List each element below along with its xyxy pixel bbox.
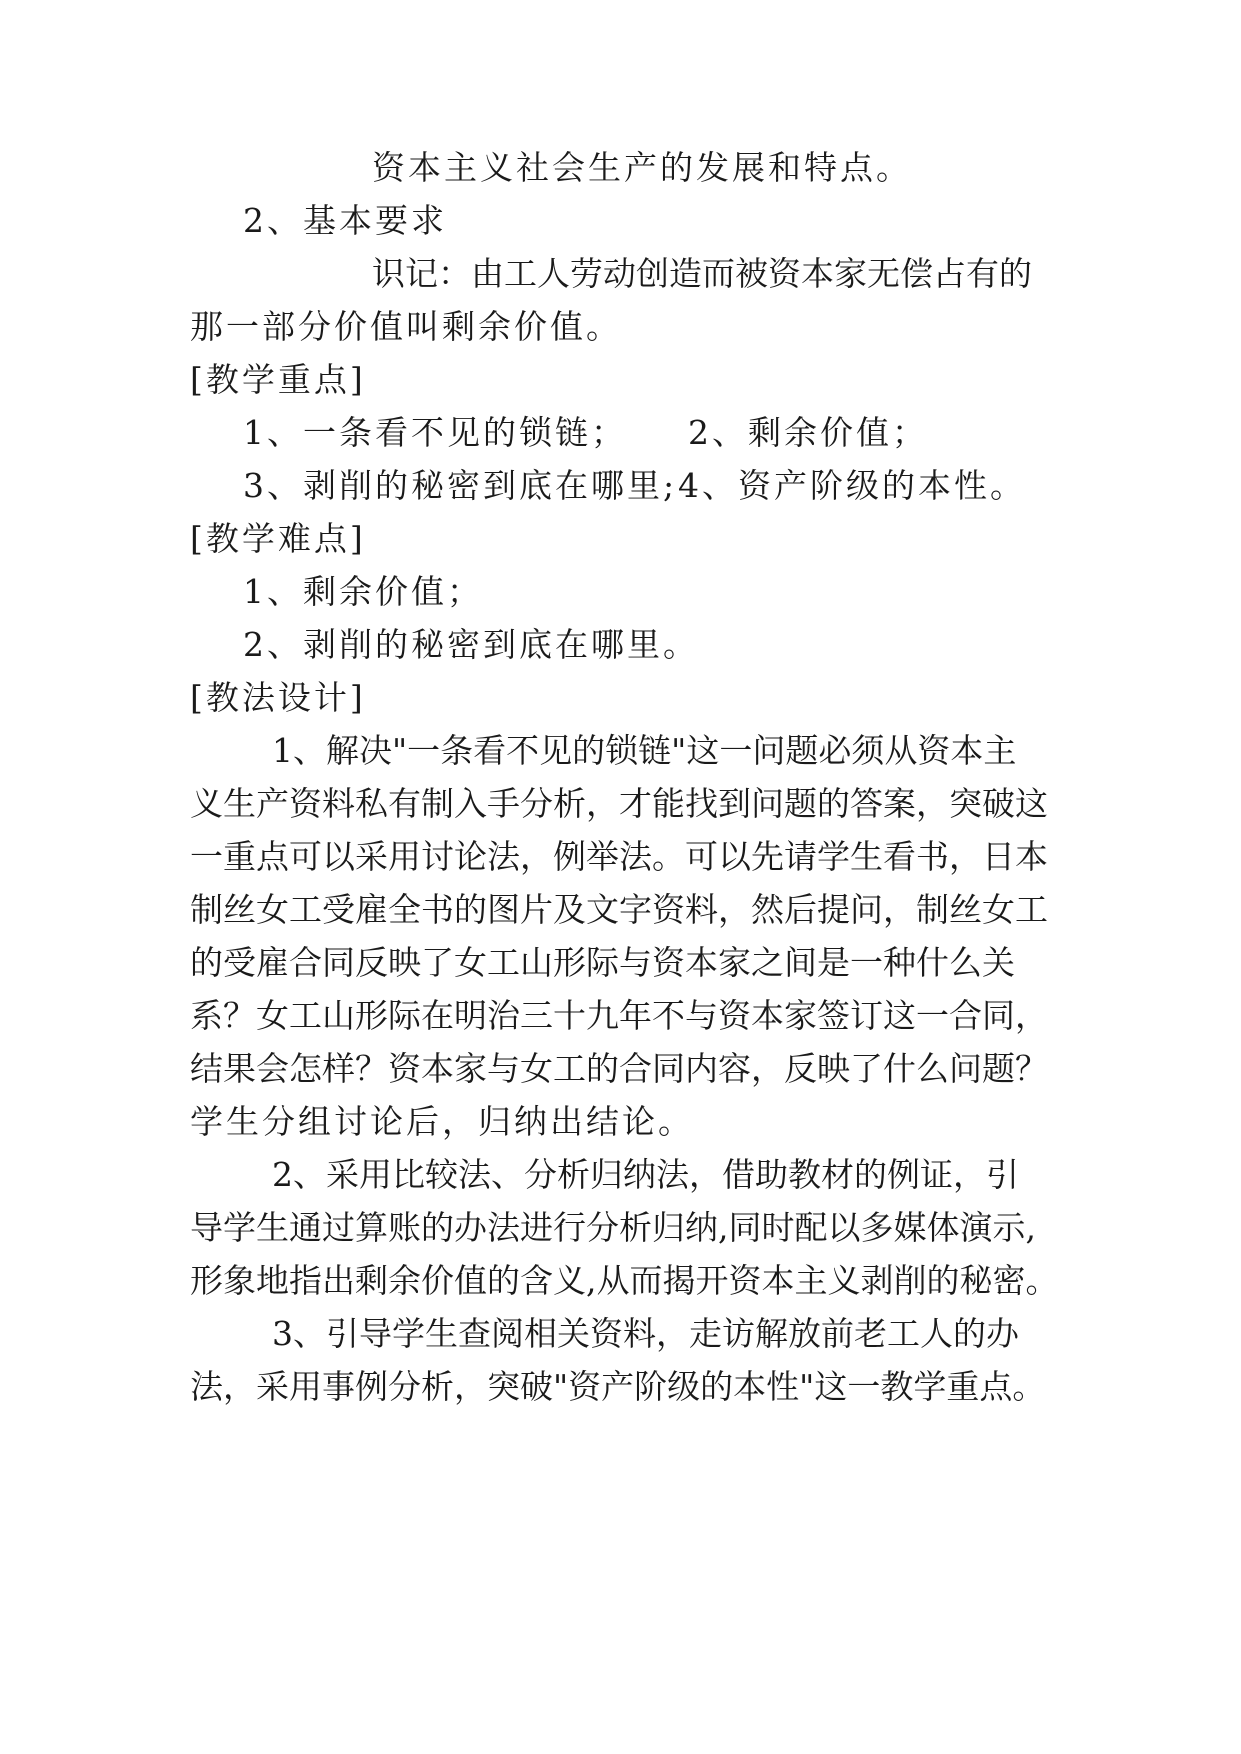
paragraph-line: 义生产资料私有制入手分析，才能找到问题的答案，突破这	[190, 784, 1048, 823]
list-item: 1、一条看不见的锁链；	[243, 413, 627, 452]
list-item: 2、剥削的秘密到底在哪里。	[243, 625, 699, 664]
text-line: 识记：由工人劳动创造而被资本家无偿占有的	[372, 254, 1032, 293]
paragraph-line: 系？女工山形际在明治三十九年不与资本家签订这一合同，	[190, 996, 1048, 1035]
text-line: 那一部分价值叫剩余价值。	[190, 307, 622, 346]
paragraph-line: 法，采用事例分析，突破"资产阶级的本性"这一教学重点。	[190, 1367, 1046, 1406]
paragraph-line: 学生分组讨论后，归纳出结论。	[190, 1102, 694, 1141]
list-item: 4、资产阶级的本性。	[678, 466, 1026, 505]
list-item: 3、剥削的秘密到底在哪里;	[243, 466, 678, 505]
paragraph-line: 的受雇合同反映了女工山形际与资本家之间是一种什么关	[190, 943, 1015, 982]
paragraph-line: 导学生通过算账的办法进行分析归纳,同时配以多媒体演示,	[190, 1208, 1036, 1247]
section-heading: [教法设计]	[190, 678, 366, 717]
section-heading: [教学难点]	[190, 519, 366, 558]
paragraph-line: 3、引导学生查阅相关资料，走访解放前老工人的办	[272, 1314, 1019, 1353]
section-heading: [教学重点]	[190, 360, 366, 399]
list-item: 1、剩余价值；	[243, 572, 483, 611]
paragraph-line: 结果会怎样？资本家与女工的合同内容，反映了什么问题？	[190, 1049, 1048, 1088]
paragraph-line: 一重点可以采用讨论法，例举法。可以先请学生看书，日本	[190, 837, 1048, 876]
section-heading: 2、基本要求	[243, 201, 447, 240]
list-item: 2、剩余价值；	[688, 413, 928, 452]
paragraph-line: 2、采用比较法、分析归纳法，借助教材的例证，引	[272, 1155, 1019, 1194]
paragraph-line: 形象地指出剩余价值的含义,从而揭开资本主义剥削的秘密。	[190, 1261, 1059, 1300]
text-line: 资本主义社会生产的发展和特点。	[372, 148, 912, 187]
paragraph-line: 制丝女工受雇全书的图片及文字资料，然后提问，制丝女工	[190, 890, 1048, 929]
paragraph-line: 1、解决"一条看不见的锁链"这一问题必须从资本主	[272, 731, 1017, 770]
